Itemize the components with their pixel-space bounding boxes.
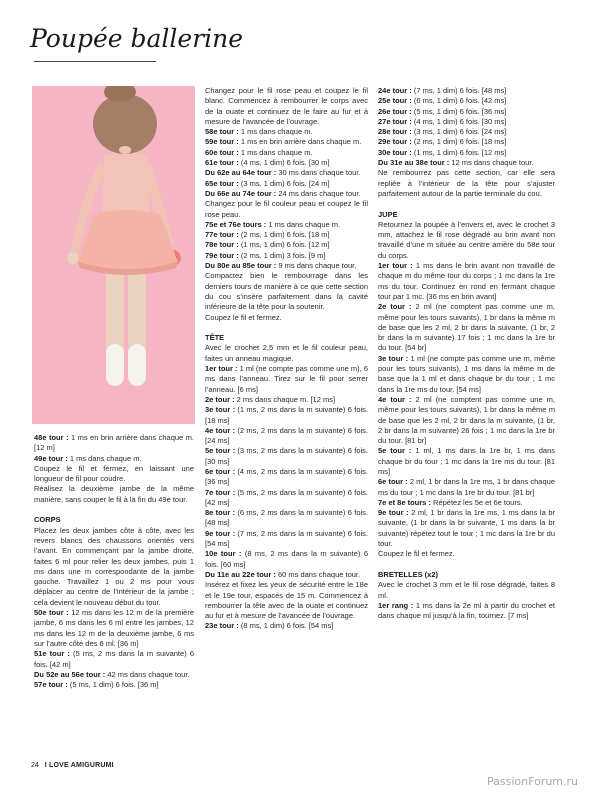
round-label: 77e tour : [205, 230, 241, 240]
round-label: 28e tour : [378, 127, 414, 137]
instruction-paragraph [205, 426, 368, 447]
instruction-text: (2 ms, 1 dim) 6 fois. [18 m] [240, 230, 330, 240]
instruction-paragraph [378, 107, 555, 117]
instruction-paragraph [205, 148, 368, 158]
instruction-paragraph [205, 179, 368, 189]
instruction-paragraph [34, 433, 194, 454]
instruction-text: 1 ms dans chaque m. [69, 453, 142, 463]
instruction-paragraph [34, 526, 194, 608]
instruction-paragraph [378, 446, 555, 477]
instruction-text: 1 ml, 1 ms dans la 1re br, 1 ms dans chaque br du tour ; 1 mc dans la 1re ms du tour. [81 ms] [378, 446, 555, 476]
round-label: 2e tour : [205, 394, 237, 404]
instruction-text: 2 ml, 1 br dans la 1re ms, 1 br dans chaque ms du tour ; 1 mc dans la 1re br du tour. [81 br] [378, 477, 555, 497]
instruction-paragraph [205, 395, 368, 405]
instruction-paragraph [378, 354, 555, 395]
round-label: 24e tour : [378, 86, 414, 95]
round-label: 79e tour : [205, 250, 241, 260]
instruction-text: 1 ms dans le brin avant non travaillé de chaque m du même tour du corps ; 1 mc dans la 1re ms du tour. Continuez en rond en fermant chaque tour par 1 mc. [36 ms en brin avant] [378, 261, 555, 301]
instruction-paragraph [205, 405, 368, 426]
instruction-text: 2 ml (ne comptent pas comme une m, même pour les tours suivants), 1 br dans la même m de base que les 2 ml, 2 br dans la m suivante, (1 br, 2 br dans la m suivante) 26 fois ; 1 mc dans la 1re br du tour. [81 br] [378, 394, 556, 446]
instruction-paragraph [205, 199, 368, 220]
section-heading: CORPS [34, 515, 61, 525]
instruction-text: (6 ms, 2 ms dans la m suivante) 6 fois. [48 ms] [205, 508, 368, 528]
instruction-text: (5 ms, 1 dim) 6 fois. [36 m] [69, 680, 159, 690]
round-label: Du 11e au 22e tour : [205, 569, 278, 579]
instruction-paragraph [378, 168, 555, 199]
instruction-text: Ne rembourrez pas cette section, car elle sera repliée à l’intérieur de la tête pour s’ajuster parfaitement autour de la partie terminale du cou. [378, 168, 555, 198]
spacer [205, 323, 368, 333]
round-label: 61e tour : [205, 158, 241, 168]
instruction-text: 9 ms dans chaque tour. [278, 261, 357, 271]
column-right [378, 86, 555, 621]
instruction-text: Coupez le fil et fermez. [205, 312, 282, 322]
round-label: 3e tour : [378, 353, 411, 363]
spacer [378, 560, 555, 570]
round-label: 8e tour : [205, 508, 238, 518]
round-label: 30e tour : [378, 147, 414, 157]
instruction-paragraph [205, 240, 368, 250]
round-label: 1er tour : [205, 364, 240, 374]
instruction-paragraph [205, 127, 368, 137]
instruction-text: (4 ms, 1 dim) 6 fois. [30 ms] [413, 116, 507, 126]
round-label: 7e et 8e tours : [378, 497, 434, 507]
instruction-text: 1 ms dans la 2e ml à partir du crochet et dans chaque ml jusqu’à la fin, tournez. [7 ms] [378, 600, 555, 621]
round-label: 29e tour : [378, 137, 414, 147]
instruction-paragraph [378, 158, 555, 168]
section-heading: TÊTE [205, 333, 225, 343]
instruction-text: 30 ms dans chaque tour. [278, 168, 361, 178]
instruction-text: 42 ms dans chaque tour. [107, 669, 190, 679]
spacer [378, 199, 555, 209]
instruction-text: (3 ms, 1 dim) 6 fois. [24 ms] [413, 127, 507, 137]
instruction-paragraph [205, 137, 368, 147]
page-title: Poupée ballerine [30, 24, 244, 53]
round-label: 7e tour : [205, 487, 238, 497]
doll-photo [32, 86, 195, 424]
instruction-paragraph [205, 488, 368, 509]
round-label: 10e tour : [205, 549, 245, 559]
instruction-paragraph [34, 464, 194, 485]
section-heading: BRETELLES (x2) [378, 569, 439, 579]
instruction-paragraph [205, 549, 368, 570]
column-middle [205, 86, 368, 632]
title-underline [34, 61, 156, 62]
instruction-text: (4 ms, 1 dim) 6 fois. [30 m] [240, 158, 330, 168]
instruction-text: 2 ml (ne comptent pas comme une m, même pour les tours suivants), 1 br dans la même m de base que les 2 ml, 2 br dans la suivante, (1 br, 2 br dans la m suivante) 17 fois ; 1 mc dans la 1re br du tour. [54 br] [378, 302, 556, 353]
instruction-paragraph [205, 467, 368, 488]
instruction-text: Coupez le fil et fermez. [378, 549, 455, 559]
instruction-text: 1 ms dans chaque m. [240, 127, 313, 137]
instruction-text: Changez pour le fil rose peau et coupez le fil blanc. Commencez à rembourrer le corps avec de la ouate et continuez de le faire au fur et à mesure de l’avancée de l’ouvrage. [205, 86, 368, 126]
instruction-text: (2 ms, 2 ms dans la m suivante) 6 fois. [24 ms] [205, 425, 368, 446]
round-label: 51e tour : [34, 649, 74, 659]
spacer [34, 505, 194, 515]
instruction-text: (5 ms, 2 ms dans la m suivante) 6 fois. [42 m] [34, 649, 194, 669]
round-label: 59e tour : [205, 137, 241, 147]
instruction-paragraph [378, 148, 555, 158]
instruction-paragraph [378, 498, 555, 508]
instruction-text: Coupez le fil et fermez, en laissant une longueur de fil pour coudre. [34, 463, 194, 484]
instruction-paragraph [34, 484, 194, 505]
instruction-paragraph [205, 529, 368, 550]
instruction-text: 2 ms dans chaque m. [12 ms] [236, 394, 336, 404]
round-label: 6e tour : [378, 477, 410, 487]
instruction-paragraph [34, 649, 194, 670]
round-label: Du 31e au 38e tour : [378, 158, 452, 168]
round-label: 3e tour : [205, 405, 238, 415]
instruction-text: Compactez bien le rembourrage dans les derniers tours de manière à ce que cette section du cou s’insère parfaitement dans la cavité inférieure de la tête pour la soutenir. [205, 271, 368, 312]
instruction-paragraph [378, 86, 555, 96]
round-label: 4e tour : [378, 394, 416, 404]
instruction-text: 1 ms dans chaque m. [268, 219, 341, 229]
instruction-text: 1 ms dans chaque m. [240, 147, 313, 157]
instruction-text: (8 ms, 2 ms dans la m suivante) 6 fois. [60 ms] [205, 549, 368, 569]
instruction-paragraph [378, 117, 555, 127]
round-label: 78e tour : [205, 240, 241, 250]
round-label: 1er rang : [378, 600, 416, 610]
round-label: 9e tour : [205, 528, 238, 538]
round-label: 48e tour : [34, 433, 71, 442]
instruction-text: (4 ms, 2 ms dans la m suivante) 6 fois. [36 ms] [205, 466, 368, 487]
instruction-text: 60 ms dans chaque tour. [277, 569, 361, 579]
instruction-paragraph [205, 251, 368, 261]
instruction-paragraph [205, 364, 368, 395]
round-label: 23e tour : [205, 621, 241, 631]
instruction-paragraph [378, 261, 555, 302]
instruction-text: Réalisez la deuxième jambe de la même manière, sans couper le fil à la fin du 49e tour. [34, 484, 194, 504]
round-label: 57e tour : [34, 680, 70, 690]
page-footer [31, 762, 114, 769]
instruction-paragraph [378, 477, 555, 498]
instruction-text: (1 ms, 1 dim) 6 fois. [12 ms] [413, 147, 507, 157]
instruction-text: Insérez et fixez les yeux de sécurité entre le 18e et le 19e tour, espacés de 15 m. Commencez à rembourrer la tête avec de la ouate et continuez au fur et à mesure de l’avancée de l’ouvrage. [205, 580, 368, 621]
instruction-paragraph [205, 158, 368, 168]
instruction-text: Changez pour le fil couleur peau et coupez le fil rose peau. [205, 199, 368, 219]
instruction-paragraph [378, 508, 555, 549]
instruction-text: (3 ms, 1 dim) 6 fois. [24 m] [240, 178, 330, 188]
round-label: Du 80e au 85e tour : [205, 261, 279, 271]
instruction-paragraph [34, 670, 194, 680]
round-label: Du 62e au 64e tour : [205, 168, 279, 178]
round-label: 5e tour : [205, 446, 238, 456]
round-label: 4e tour : [205, 425, 238, 435]
round-label: 9e tour : [378, 508, 412, 518]
instruction-text: 2 ml, 1 br dans la 1re ms, 1 ms dans la br suivante, (1 br dans la br suivante, 1 ms dans la br suivante) répétez tout le tour ; 1 mc dans la 1re br du tour. [378, 508, 555, 549]
magazine-name: I LOVE AMIGURUMI [44, 762, 114, 769]
instruction-paragraph [378, 137, 555, 147]
instruction-text: (5 ms, 1 dim) 6 fois. [36 ms] [413, 106, 507, 116]
instruction-paragraph [378, 601, 555, 622]
instruction-text: (3 ms, 2 ms dans la m suivante) 6 fois. [30 ms] [205, 446, 368, 466]
instruction-paragraph [205, 220, 368, 230]
instruction-paragraph [34, 454, 194, 464]
instruction-text: 12 ms dans chaque tour. [451, 158, 534, 168]
round-label: 49e tour : [34, 453, 70, 463]
column-left [34, 433, 194, 690]
instruction-paragraph [34, 608, 194, 649]
instruction-text: Avec le crochet 3 mm et le fil rose dégradé, faites 8 ml. [378, 580, 555, 600]
instruction-paragraph [205, 261, 368, 271]
instruction-text: (6 ms, 1 dim) 6 fois. [42 ms] [413, 96, 507, 106]
instruction-text: (2 ms, 1 dim) 6 fois. [18 ms] [413, 137, 507, 147]
instruction-paragraph [378, 580, 555, 601]
instruction-paragraph [378, 395, 555, 446]
watermark: PassionForum.ru [487, 775, 578, 788]
round-label: 50e tour : [34, 608, 72, 618]
instruction-paragraph [205, 508, 368, 529]
round-label: 5e tour : [378, 446, 416, 456]
instruction-paragraph [205, 343, 368, 364]
round-label: 27e tour : [378, 116, 414, 126]
round-label: Du 52e au 56e tour : [34, 669, 108, 679]
instruction-text: 12 ms dans les 12 m de la première jambe, 6 ms dans les 6 ml entre les jambes, 12 ms dans les 12 m de la deuxième jambe, 6 ms sur l’autre côté des 6 ml. [36 m] [34, 608, 194, 648]
instruction-paragraph [205, 189, 368, 199]
instruction-paragraph [378, 549, 555, 559]
round-label: 26e tour : [378, 106, 414, 116]
instruction-text: Placez les deux jambes côte à côte, avec les revers blancs des chaussons orientés vers l’avant. En commençant par la jambe droite, faites 6 ml pour relier les deux jambes, puis 1 ms dans une m correspondante de la jambe gauche. Travaillez 1 ou 2 ms pour vous déplacer au centre de l’intérieur de la jambe ; cela devient le nouveau début du tour. [34, 525, 194, 607]
round-label: 75e et 76e tours : [205, 219, 269, 229]
page-number: 24 [31, 762, 39, 769]
instruction-paragraph [205, 271, 368, 312]
instruction-text: (7 ms, 1 dim) 6 fois. [48 ms] [413, 86, 507, 95]
round-label: 6e tour : [205, 466, 238, 476]
instruction-paragraph [378, 220, 555, 261]
round-label: 60e tour : [205, 147, 241, 157]
instruction-paragraph [205, 313, 368, 323]
instruction-text: 1 ms en brin arrière dans chaque m. [240, 137, 362, 147]
round-label: 58e tour : [205, 127, 241, 137]
instruction-paragraph [205, 230, 368, 240]
instruction-text: Avec le crochet 2,5 mm et le fil couleur peau, faites un anneau magique. [205, 343, 368, 363]
instruction-paragraph [378, 127, 555, 137]
instruction-text: (7 ms, 2 ms dans la m suivante) 6 fois. [54 ms] [205, 528, 368, 549]
round-label: 65e tour : [205, 178, 241, 188]
instruction-paragraph [205, 446, 368, 467]
instruction-paragraph [205, 86, 368, 127]
instruction-text: 1 ml (ne compte pas comme une m), 6 ms dans l’anneau. Tirez sur le fil pour serrer l’anneau. [6 ms] [205, 364, 368, 394]
instruction-text: (5 ms, 2 ms dans la m suivante) 6 fois. [42 ms] [205, 487, 368, 507]
instruction-text: 1 ml (ne compte pas comme une m, même pour les tours suivants), 1 ms dans la même m de base que la 1 ml et dans chaque br du tour ; 1 mc dans la 1re ms du tour. [54 ms] [378, 353, 556, 394]
round-label: Du 66e au 74e tour : [205, 188, 279, 198]
instruction-text: Répétez les 5e et 6e tours. [433, 497, 523, 507]
instruction-text: Retournez la poupée à l’envers et, avec le crochet 3 mm, attachez le fil rose dégradé au brin avant non travaillé d’une m située au centre arrière du 58e tour du corps. [378, 219, 555, 260]
round-label: 1er tour : [378, 261, 416, 271]
round-label: 25e tour : [378, 96, 414, 106]
instruction-text: (1 ms, 2 ms dans la m suivante) 6 fois. [18 ms] [205, 405, 368, 425]
section-heading: JUPE [378, 209, 398, 219]
round-label: 2e tour : [378, 302, 416, 312]
instruction-text: (8 ms, 1 dim) 6 fois. [54 ms] [240, 621, 334, 631]
instruction-paragraph [205, 580, 368, 621]
instruction-paragraph [34, 680, 194, 690]
instruction-text: (2 ms, 1 dim) 3 fois. [9 m] [240, 250, 326, 260]
instruction-paragraph [205, 168, 368, 178]
instruction-paragraph [378, 302, 555, 353]
instruction-text: (1 ms, 1 dim) 6 fois. [12 m] [240, 240, 330, 250]
instruction-paragraph [205, 621, 368, 631]
instruction-paragraph [378, 96, 555, 106]
instruction-paragraph [205, 570, 368, 580]
instruction-text: 1 ms en brin arrière dans chaque m. [12 m] [34, 433, 194, 453]
instruction-text: 24 ms dans chaque tour. [278, 188, 361, 198]
